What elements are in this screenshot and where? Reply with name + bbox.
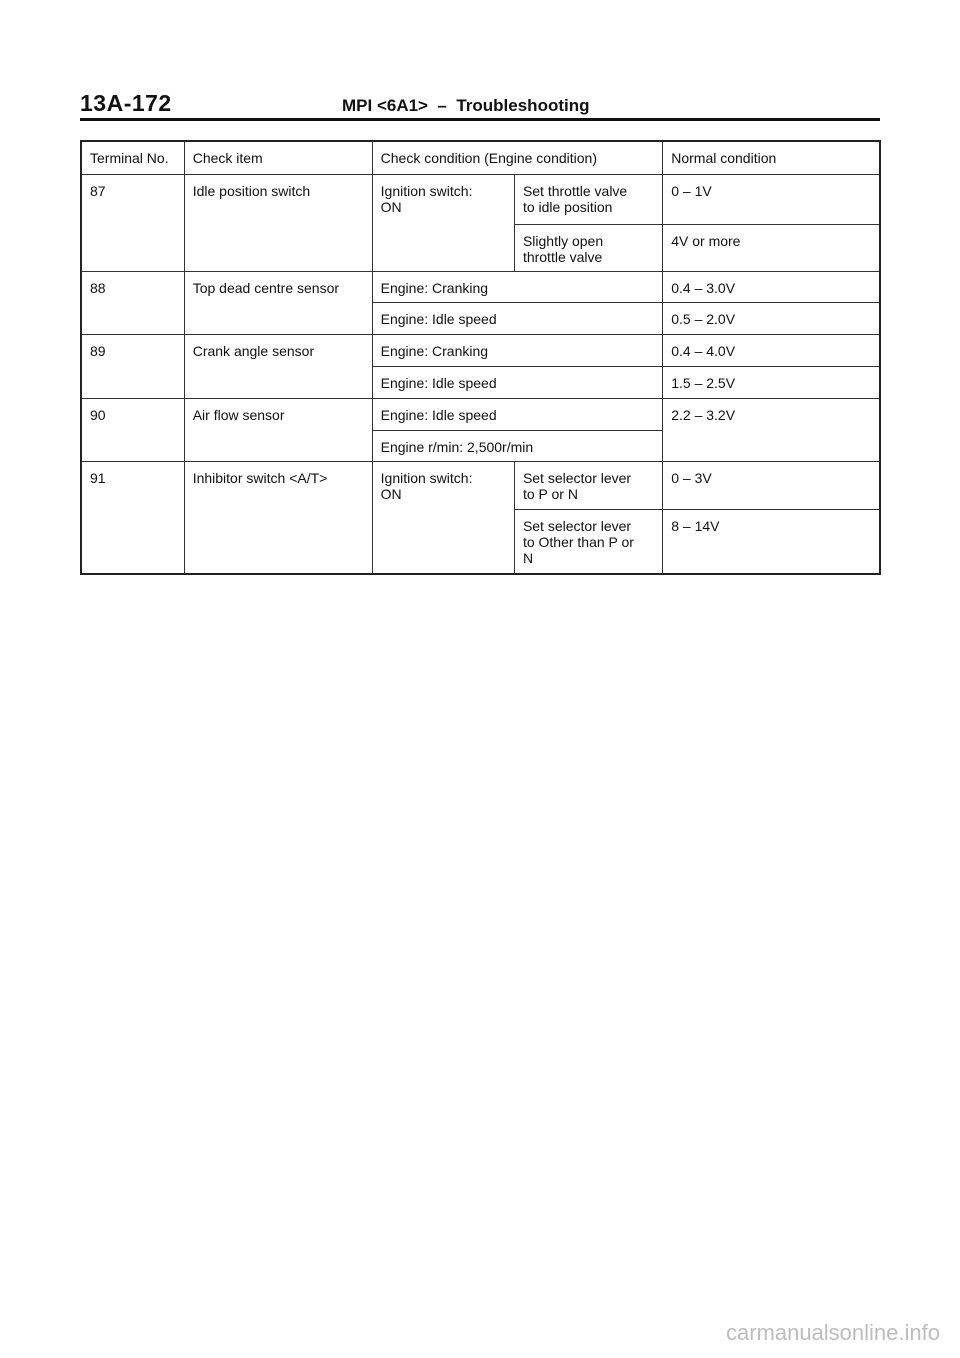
column-header-normal-condition: Normal condition xyxy=(663,141,880,174)
normal-value-cell: 1.5 – 2.5V xyxy=(663,366,880,398)
page-number: 13A-172 xyxy=(80,90,172,116)
table-row xyxy=(81,461,880,509)
column-header-check-item: Check item xyxy=(184,141,372,174)
condition-cell: Ignition switch: ON xyxy=(372,174,514,271)
table-row xyxy=(81,334,880,366)
page-header xyxy=(80,90,880,122)
table-row xyxy=(81,174,880,224)
condition-cell: Engine: Idle speed xyxy=(372,366,663,398)
page-title: MPI <6A1> – Troubleshooting xyxy=(342,96,590,115)
condition-cell: Engine: Cranking xyxy=(372,271,663,302)
table-row xyxy=(81,271,880,302)
table-header-row xyxy=(81,141,880,174)
normal-value-cell: 8 – 14V xyxy=(663,509,880,574)
condition-cell: Engine: Idle speed xyxy=(372,398,663,430)
terminal-cell: 89 xyxy=(81,334,184,398)
check-item-cell: Crank angle sensor xyxy=(184,334,372,398)
column-header-check-condition: Check condition (Engine condition) xyxy=(372,141,663,174)
condition-cell: Engine: Idle speed xyxy=(372,302,663,334)
condition-cell: Ignition switch: ON xyxy=(372,461,514,574)
condition-cell: Engine r/min: 2,500r/min xyxy=(372,430,663,461)
check-item-cell: Inhibitor switch <A/T> xyxy=(184,461,372,574)
watermark: carmanualsonline.info xyxy=(725,1320,940,1345)
header-rule xyxy=(80,118,880,121)
normal-value-cell: 0.4 – 4.0V xyxy=(663,334,880,366)
condition-cell: Engine: Cranking xyxy=(372,334,663,366)
sub-condition-cell: Set selector lever to Other than P or N xyxy=(514,509,662,574)
sub-condition-cell: Set selector lever to P or N xyxy=(514,461,662,509)
normal-value-cell: 4V or more xyxy=(663,224,880,271)
terminal-cell: 91 xyxy=(81,461,184,574)
normal-value-cell: 0 – 1V xyxy=(663,174,880,224)
table-row xyxy=(81,398,880,430)
check-item-cell: Idle position switch xyxy=(184,174,372,271)
normal-value-cell: 0.4 – 3.0V xyxy=(663,271,880,302)
terminal-check-table xyxy=(80,140,881,575)
check-item-cell: Air flow sensor xyxy=(184,398,372,461)
sub-condition-cell: Slightly open throttle valve xyxy=(514,224,662,271)
normal-value-cell: 0.5 – 2.0V xyxy=(663,302,880,334)
column-header-terminal: Terminal No. xyxy=(81,141,184,174)
normal-value-cell: 0 – 3V xyxy=(663,461,880,509)
sub-condition-cell: Set throttle valve to idle position xyxy=(514,174,662,224)
terminal-cell: 87 xyxy=(81,174,184,271)
terminal-cell: 88 xyxy=(81,271,184,334)
check-item-cell: Top dead centre sensor xyxy=(184,271,372,334)
terminal-cell: 90 xyxy=(81,398,184,461)
normal-value-cell: 2.2 – 3.2V xyxy=(663,398,880,461)
